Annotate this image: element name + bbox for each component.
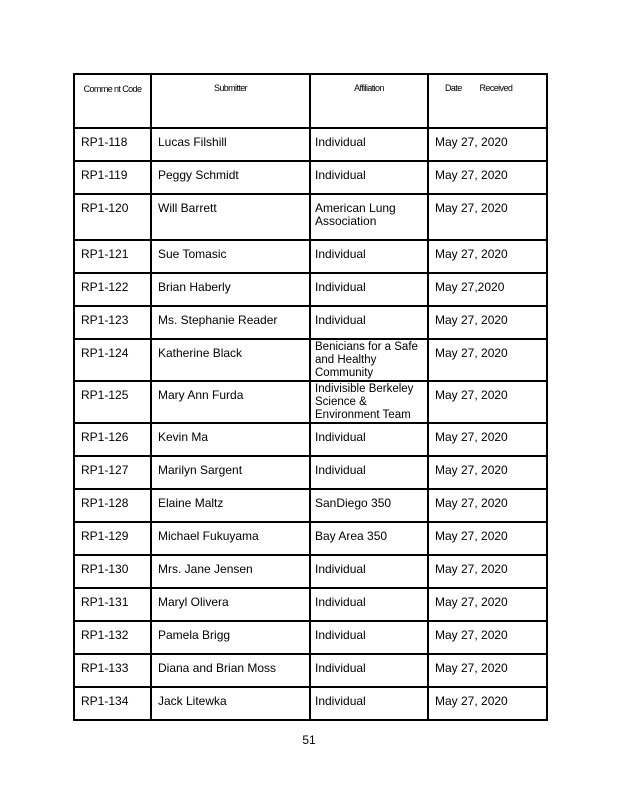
comment-code-cell: RP1-122 <box>74 273 151 306</box>
date-received-cell: May 27, 2020 <box>428 522 547 555</box>
submitter-cell: Brian Haberly <box>151 273 310 306</box>
submitter-cell: Sue Tomasic <box>151 240 310 273</box>
submitter-cell: Lucas Filshill <box>151 128 310 161</box>
date-received-cell: May 27, 2020 <box>428 161 547 194</box>
date-received-cell: May 27, 2020 <box>428 240 547 273</box>
affiliation-cell: Individual <box>310 240 428 273</box>
comment-code-cell: RP1-128 <box>74 489 151 522</box>
affiliation-cell: SanDiego 350 <box>310 489 428 522</box>
submitter-cell: Kevin Ma <box>151 423 310 456</box>
table-row <box>74 555 547 588</box>
submitter-cell: Ms. Stephanie Reader <box>151 306 310 339</box>
table-row <box>74 273 547 306</box>
submitter-cell: Pamela Brigg <box>151 621 310 654</box>
table-row <box>74 588 547 621</box>
affiliation-cell: Indivisible Berkeley Science & Environment Team <box>310 381 428 423</box>
comment-code-cell: RP1-131 <box>74 588 151 621</box>
comment-code-cell: RP1-123 <box>74 306 151 339</box>
affiliation-cell: Individual <box>310 306 428 339</box>
comment-code-cell: RP1-125 <box>74 381 151 423</box>
affiliation-cell: Individual <box>310 161 428 194</box>
affiliation-cell: Individual <box>310 687 428 720</box>
comment-code-cell: RP1-129 <box>74 522 151 555</box>
affiliation-cell: Individual <box>310 555 428 588</box>
table-row <box>74 381 547 423</box>
affiliation-cell: Individual <box>310 621 428 654</box>
date-received-cell: May 27,2020 <box>428 273 547 306</box>
table-row <box>74 489 547 522</box>
comment-code-cell: RP1-120 <box>74 194 151 240</box>
affiliation-cell: Individual <box>310 423 428 456</box>
header-submitter: Submitter <box>151 74 310 128</box>
comment-code-cell: RP1-132 <box>74 621 151 654</box>
comment-code-cell: RP1-133 <box>74 654 151 687</box>
affiliation-cell: Benicians for a Safe and Healthy Community <box>310 339 428 381</box>
header-affiliation: Affiliation <box>310 74 428 128</box>
submitter-cell: Marilyn Sargent <box>151 456 310 489</box>
table-row <box>74 687 547 720</box>
date-received-cell: May 27, 2020 <box>428 489 547 522</box>
affiliation-cell: Bay Area 350 <box>310 522 428 555</box>
date-received-cell: May 27, 2020 <box>428 654 547 687</box>
header-comment-code: Comme nt Code <box>74 74 151 128</box>
comment-code-cell: RP1-126 <box>74 423 151 456</box>
header-date-received: Date Received <box>428 74 547 128</box>
affiliation-cell: American Lung Association <box>310 194 428 240</box>
date-received-cell: May 27, 2020 <box>428 588 547 621</box>
table-header-row <box>74 74 547 128</box>
affiliation-cell: Individual <box>310 456 428 489</box>
date-received-cell: May 27, 2020 <box>428 456 547 489</box>
date-received-cell: May 27, 2020 <box>428 194 547 240</box>
table-row <box>74 128 547 161</box>
page-number: 51 <box>302 733 316 747</box>
date-received-cell: May 27, 2020 <box>428 687 547 720</box>
table-row <box>74 161 547 194</box>
affiliation-cell: Individual <box>310 654 428 687</box>
date-received-cell: May 27, 2020 <box>428 423 547 456</box>
submitter-cell: Diana and Brian Moss <box>151 654 310 687</box>
affiliation-cell: Individual <box>310 588 428 621</box>
table-row <box>74 306 547 339</box>
submitter-cell: Jack Litewka <box>151 687 310 720</box>
date-received-cell: May 27, 2020 <box>428 128 547 161</box>
date-received-cell: May 27, 2020 <box>428 339 547 381</box>
table-row <box>74 456 547 489</box>
comment-code-cell: RP1-119 <box>74 161 151 194</box>
submitter-cell: Maryl Olivera <box>151 588 310 621</box>
date-received-cell: May 27, 2020 <box>428 381 547 423</box>
submitter-cell: Elaine Maltz <box>151 489 310 522</box>
date-received-cell: May 27, 2020 <box>428 306 547 339</box>
table-row <box>74 423 547 456</box>
submitter-cell: Peggy Schmidt <box>151 161 310 194</box>
affiliation-cell: Individual <box>310 273 428 306</box>
comment-code-cell: RP1-124 <box>74 339 151 381</box>
comments-table <box>73 73 548 721</box>
submitter-cell: Katherine Black <box>151 339 310 381</box>
submitter-cell: Will Barrett <box>151 194 310 240</box>
submitter-cell: Mary Ann Furda <box>151 381 310 423</box>
table-row <box>74 240 547 273</box>
table-row <box>74 194 547 240</box>
affiliation-cell: Individual <box>310 128 428 161</box>
table-row <box>74 654 547 687</box>
comment-code-cell: RP1-134 <box>74 687 151 720</box>
table-row <box>74 339 547 381</box>
table-row <box>74 522 547 555</box>
submitter-cell: Michael Fukuyama <box>151 522 310 555</box>
table-row <box>74 621 547 654</box>
date-received-cell: May 27, 2020 <box>428 621 547 654</box>
comment-code-cell: RP1-130 <box>74 555 151 588</box>
submitter-cell: Mrs. Jane Jensen <box>151 555 310 588</box>
date-received-cell: May 27, 2020 <box>428 555 547 588</box>
comment-code-cell: RP1-118 <box>74 128 151 161</box>
comment-code-cell: RP1-127 <box>74 456 151 489</box>
comment-code-cell: RP1-121 <box>74 240 151 273</box>
